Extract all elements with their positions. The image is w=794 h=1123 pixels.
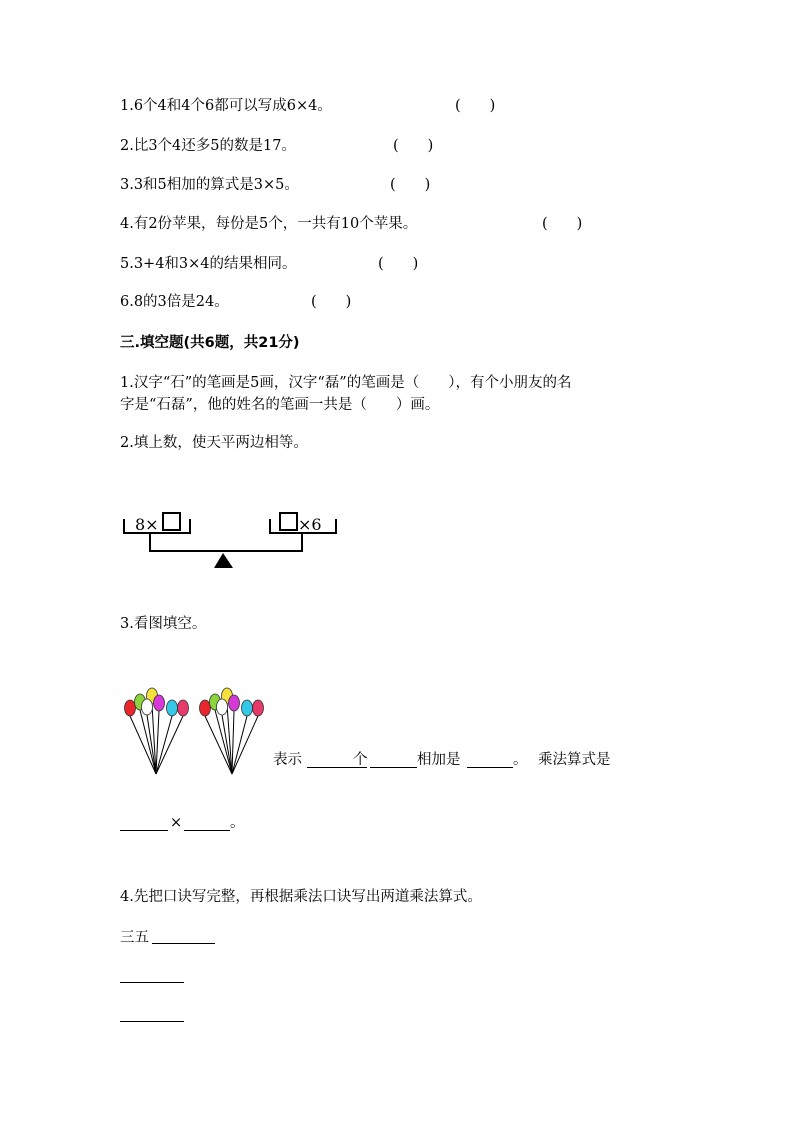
judge-q6-paren[interactable]: ( ) bbox=[311, 294, 352, 310]
judge-q3-paren[interactable]: ( ) bbox=[390, 177, 431, 193]
q4-prefix: 三五 bbox=[120, 930, 149, 946]
balloon bbox=[253, 700, 264, 716]
balloon bbox=[125, 700, 136, 716]
judge-q2-paren[interactable]: ( ) bbox=[393, 138, 434, 154]
q3-blank-4[interactable] bbox=[120, 830, 168, 831]
fill-q4-text: 4.先把口诀写完整，再根据乘法口诀写出两道乘法算式。 bbox=[120, 889, 482, 905]
balloon bbox=[154, 695, 165, 711]
q3-blank-3[interactable] bbox=[467, 767, 513, 768]
balloon-bunch-left bbox=[125, 688, 189, 774]
judge-q4-text: 4.有2份苹果，每份是5个，一共有10个苹果。 bbox=[120, 216, 418, 232]
judge-q3-text: 3.3和5相加的算式是3×5。 bbox=[120, 177, 299, 193]
fill-q1-line2: 字是“石磊”，他的姓名的笔画一共是（ ）画。 bbox=[120, 397, 440, 413]
balloon bbox=[167, 700, 178, 716]
judge-q1-text: 1.6个4和4个6都可以写成6×4。 bbox=[120, 98, 332, 114]
q3-period-2: 。 bbox=[230, 815, 245, 831]
balloon-string bbox=[232, 711, 234, 774]
balloon bbox=[229, 695, 240, 711]
balloon bbox=[217, 699, 228, 715]
balloon bbox=[200, 700, 211, 716]
judge-q4-paren[interactable]: ( ) bbox=[542, 216, 583, 232]
judge-q1-paren[interactable]: ( ) bbox=[455, 98, 496, 114]
balance-left-expr: 8× bbox=[135, 515, 159, 534]
judge-q5-text: 5.3+4和3×4的结果相同。 bbox=[120, 256, 297, 272]
balloon-string bbox=[222, 715, 232, 774]
balloon bbox=[242, 700, 253, 716]
judge-q5-paren[interactable]: ( ) bbox=[378, 256, 419, 272]
balloon bbox=[178, 700, 189, 716]
q4-blank-rhyme[interactable] bbox=[152, 943, 215, 944]
q3-word-add: 相加是 bbox=[417, 752, 461, 768]
section-heading: 三.填空题(共6题，共21分) bbox=[120, 335, 300, 351]
q3-times: × bbox=[170, 815, 183, 831]
fill-q2-text: 2.填上数，使天平两边相等。 bbox=[120, 435, 308, 451]
q3-word-mult-expr: 乘法算式是 bbox=[538, 752, 611, 768]
fill-q3-text: 3.看图填空。 bbox=[120, 616, 207, 632]
q3-word-ge: 个 bbox=[353, 752, 368, 768]
balloon-string bbox=[130, 716, 156, 774]
q3-word-represent: 表示 bbox=[273, 752, 302, 768]
q4-blank-expr-2[interactable] bbox=[120, 1021, 184, 1022]
q3-period-1: 。 bbox=[513, 752, 528, 768]
q4-blank-expr-1[interactable] bbox=[120, 982, 184, 983]
judge-q6-text: 6.8的3倍是24。 bbox=[120, 294, 229, 310]
balance-right-expr: ×6 bbox=[298, 515, 322, 534]
balloon-bunch-right bbox=[200, 688, 264, 774]
q3-blank-2[interactable] bbox=[370, 767, 417, 768]
q3-blank-5[interactable] bbox=[184, 830, 230, 831]
fill-q1-line1: 1.汉字“石”的笔画是5画，汉字“磊”的笔画是（ ），有个小朋友的名 bbox=[120, 375, 572, 391]
balloon bbox=[142, 699, 153, 715]
judge-q2-text: 2.比3个4还多5的数是17。 bbox=[120, 138, 296, 154]
